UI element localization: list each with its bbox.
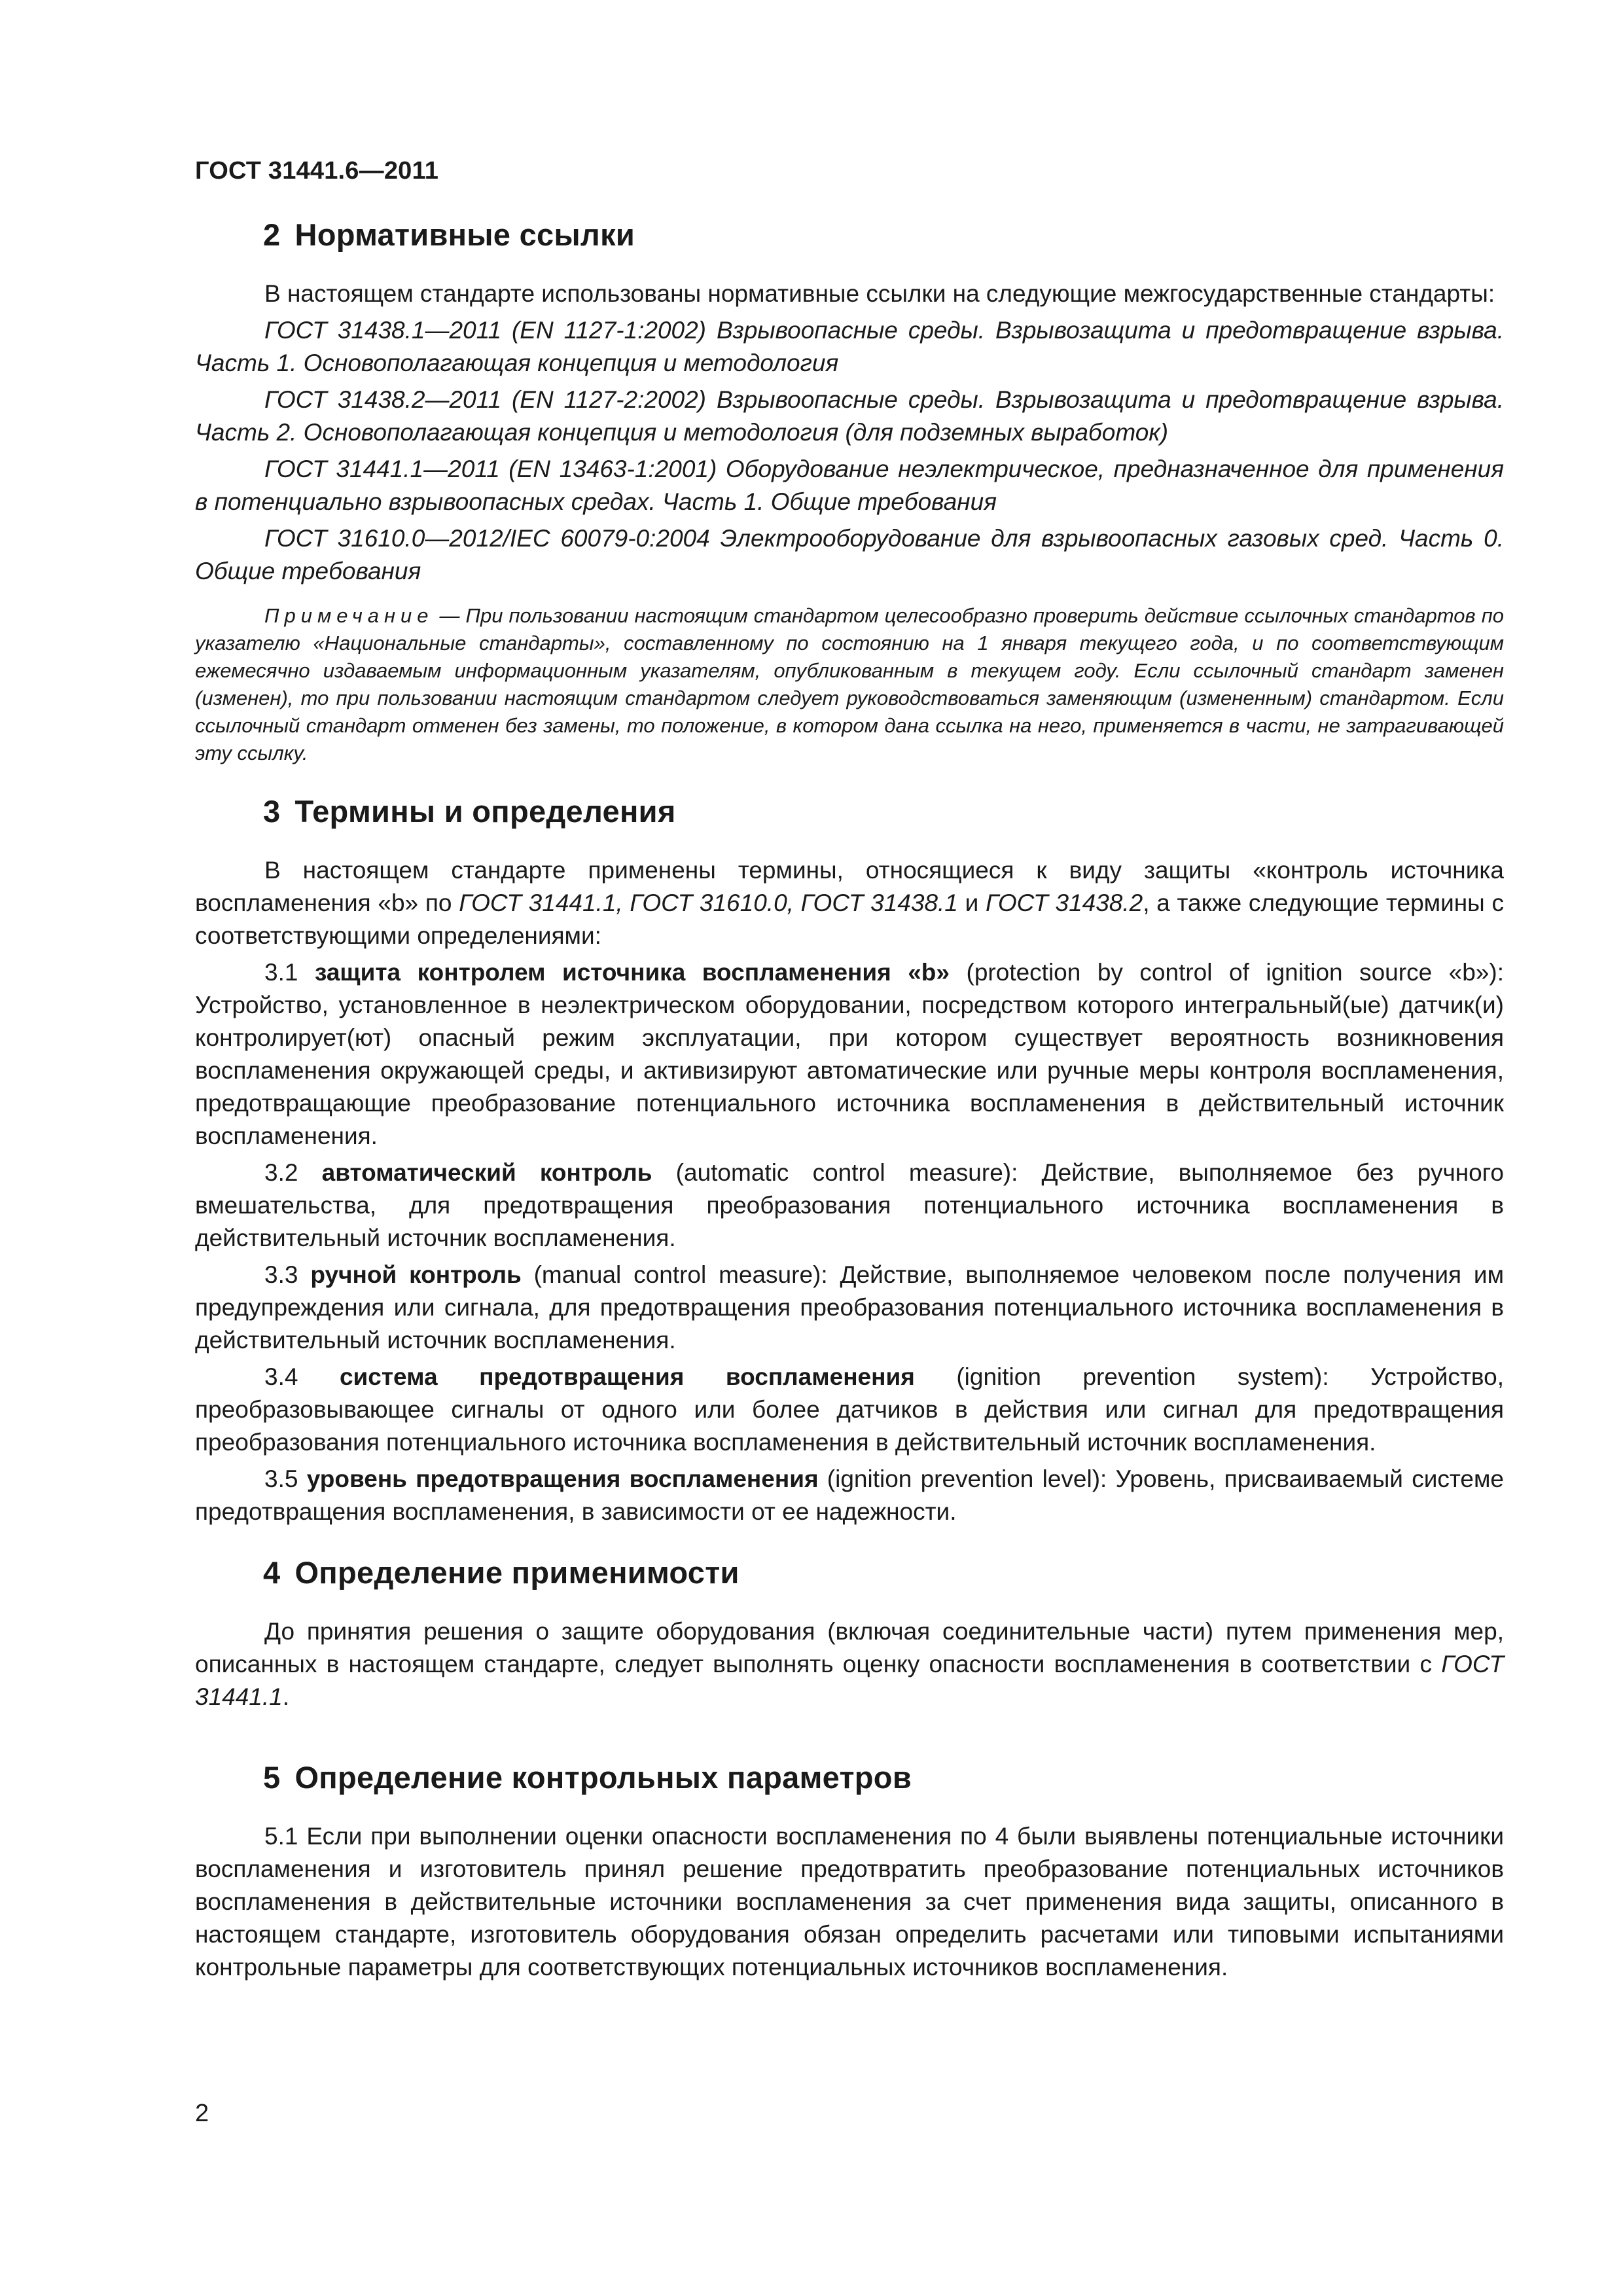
section-number: 5 (263, 1760, 281, 1795)
term-text: (manual control measure): Действие, выполняемое человеком после получения им предупреждения или сигнала, для предотвращения преобразования потенциального источника воспламенения в действительный источник воспламенения. (195, 1261, 1505, 1354)
term-name: автоматический контроль (321, 1159, 652, 1186)
term-number: 3.4 (264, 1363, 340, 1390)
intro-reference: ГОСТ 31438.2 (986, 889, 1143, 916)
body-text: . (282, 1683, 290, 1710)
section-heading (263, 217, 1504, 253)
section-number: 4 (263, 1555, 281, 1590)
section-text: 5.1 Если при выполнении оценки опасности воспламенения по 4 были выявлены потенциальные источники воспламенения и изготовитель принял решение предотвратить преобразование потенциальных источников воспламенения в действительные источники воспламенения за счет применения вида защиты, описанного в настоящем стандарте, изготовитель оборудования обязан определить расчетами или типовыми испытаниями контрольные параметры для соответствующих потенциальных источников воспламенения. (195, 1823, 1504, 1981)
section-heading (263, 793, 1504, 829)
section-number: 2 (263, 217, 281, 252)
section-normative-references (195, 217, 1504, 767)
term-name: система предотвращения воспламенения (339, 1363, 915, 1390)
term-text: (ignition prevention system): Устройство, преобразовывающее сигналы от одного или более датчиков в действия или сигнал для предотвращения преобразования потенциального источника воспламенения в действительный источник воспламенения. (195, 1363, 1504, 1456)
note-label: Примечание (264, 604, 434, 627)
reference-item: ГОСТ 31441.1—2011 (EN 13463-1:2001) Оборудование неэлектрическое, предназначенное для применения в потенциально взрывоопасных средах. Часть 1. Общие требования (195, 456, 1504, 515)
term-number: 3.1 (264, 959, 315, 986)
term-definition (195, 1259, 1504, 1357)
note-text: — При пользовании настоящим стандартом целесообразно проверить действие ссылочных стандартов по указателю «Национальные стандарты», составленному по состоянию на 1 января текущего года, и по соответствующим ежемесячно издаваемым информационным указателям, опубликованным в текущем году. Если ссылочный стандарт заменен (изменен), то при пользовании настоящим стандартом следует руководствоваться заменяющим (измененным) стандартом. Если ссылочный стандарт отменен без замены, то положение, в котором дана ссылка на него, применяется в части, не затрагивающей эту ссылку. (195, 604, 1504, 764)
intro-reference: ГОСТ 31441.1, ГОСТ 31610.0, ГОСТ 31438.1 (459, 889, 958, 916)
note (195, 602, 1504, 767)
term-text: (protection by control of ignition source «b»): Устройство, установленное в неэлектрическом оборудовании, посредством которого интегральный(ые) датчик(и) контролирует(ют) опасный режим эксплуатации, при котором существует вероятность возникновения воспламенения окружающей среды, и активизируют автоматические или ручные меры контроля воспламенения, предотвращающие преобразование потенциального источника воспламенения в действительный источник воспламенения. (195, 959, 1505, 1149)
term-text: (ignition prevention level): Уровень, присваиваемый системе предотвращения воспламенения, в зависимости от ее надежности. (195, 1465, 1505, 1525)
section-title: Термины и определения (294, 794, 676, 829)
document-code-header: ГОСТ 31441.6—2011 (195, 157, 439, 185)
section-heading (263, 1759, 1504, 1795)
term-number: 3.3 (264, 1261, 311, 1288)
term-definition (195, 1361, 1504, 1459)
intro-text: , а также следующие термины с соответствующими определениями: (195, 889, 1504, 949)
section-title: Нормативные ссылки (294, 217, 635, 252)
reference-inline: ГОСТ 31441.1 (195, 1651, 1504, 1710)
section-intro (195, 854, 1504, 952)
section-title: Определение применимости (294, 1555, 740, 1590)
section-applicability (195, 1554, 1504, 1713)
term-number: 3.5 (264, 1465, 307, 1492)
intro-text: В настоящем стандарте применены термины, относящиеся к виду защиты «контроль источника воспламенения «b» по (195, 857, 1504, 916)
term-definition (195, 1157, 1504, 1255)
section-title: Определение контрольных параметров (294, 1760, 912, 1795)
section-number: 3 (263, 794, 281, 829)
body-text: До принятия решения о защите оборудования (включая соединительные части) путем применения мер, описанных в настоящем стандарте, следует выполнять оценку опасности воспламенения в соответствии с (195, 1618, 1504, 1677)
term-definition (195, 1463, 1504, 1528)
section-heading (263, 1554, 1504, 1590)
document-page (195, 157, 1504, 2007)
section-terms-definitions (195, 793, 1504, 1528)
term-name: уровень предотвращения воспламенения (306, 1465, 819, 1492)
section-control-parameters (195, 1759, 1504, 1984)
term-name: защита контролем источника воспламенения «b» (314, 959, 950, 986)
page-number: 2 (195, 2100, 209, 2127)
reference-item: ГОСТ 31438.1—2011 (EN 1127-1:2002) Взрывоопасные среды. Взрывозащита и предотвращение взрыва. Часть 1. Основополагающая концепция и методология (195, 317, 1504, 376)
section-intro: В настоящем стандарте использованы нормативные ссылки на следующие межгосударственные стандарты: (264, 280, 1495, 307)
reference-item: ГОСТ 31438.2—2011 (EN 1127-2:2002) Взрывоопасные среды. Взрывозащита и предотвращение взрыва. Часть 2. Основополагающая концепция и методология (для подземных выработок) (195, 386, 1504, 446)
intro-text: и (957, 889, 986, 916)
term-text: (automatic control measure): Действие, выполняемое без ручного вмешательства, для предотвращения преобразования потенциального источника воспламенения в действительный источник воспламенения. (195, 1159, 1504, 1251)
term-definition (195, 956, 1504, 1153)
reference-item: ГОСТ 31610.0—2012/IEC 60079-0:2004 Электрооборудование для взрывоопасных газовых сред. Часть 0. Общие требования (195, 525, 1504, 584)
term-name: ручной контроль (310, 1261, 522, 1288)
section-text (195, 1615, 1504, 1713)
term-number: 3.2 (264, 1159, 322, 1186)
